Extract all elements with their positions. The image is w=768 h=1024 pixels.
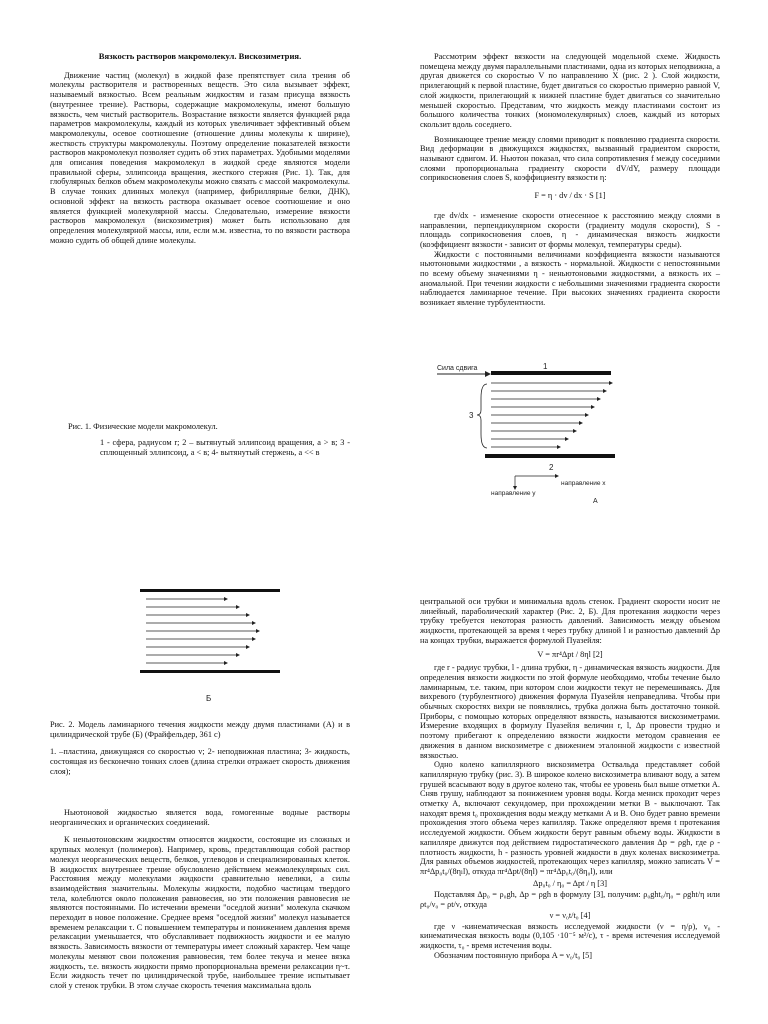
moving-plate [491,371,611,375]
paragraph-constant: Обозначим постоянную прибора A = ν₀/t₀ [5] [434,950,593,960]
tube-velocity-arrows [146,597,260,665]
formula-kinematic: ν = ν₀t/t₀ [4] [549,910,591,920]
paragraph-formula-terms: где dv/dx - изменение скорости отнесенное к расстоянию между слоями в направлении, перпендикулярном скорости (градиенту модуля скорости), S - площадь соприкосновения слоев, η - динамическая вязкость жидкости (коэффициент вязкости - зависит от формы молекул, температуры среды). [420,210,720,249]
fig2a-label-3: 3 [469,411,474,420]
paragraph-shear: Возникающее трение между слоями приводит к появлению градиента скорости. Вид деформации в движущихся жидкостях, вызванный градиентом скорости, называют сдвигом. И. Ньютон показал, что сила сопротивления f между соседними слоями пропорциональна градиенту скорости dV/dY, размеру площади соприкосновения слоев S, коэффициенту вязкости η: [420,134,720,183]
formula-poiseuille: V = πr⁴Δpt / 8ηl [2] [537,649,603,659]
fig2a-label-1: 1 [543,362,548,371]
fig2a-letter: А [593,498,598,505]
paragraph-ostwald: Одно колено капиллярного вискозиметра Оствальда представляет собой капиллярную трубку (рис. 3). В широкое колено вискозиметра вливают воду, а затем грушей всасывают воду в другое колено так, чтобы ее уровень был выше отметки А. Сняв грушу, наблюдают за понижением уровня воды. Когда мениск проходит через отметку А, включают секундомер, при прохождении метки В - выключают. Так находят время t₀ прохождения воды между метками А и В. Оно будет равно времени прохождения этого объема через капилляр. Также определяют время t протекания исследуемой жидкости. Объем жидкости берут равным объему воды. Жидкости в капилляре движутся под действием гидростатического давления Δp = ρgh, где ρ - плотность жидкости, h - разность уровней жидкости в двух коленах вискозиметра. Для равных объемов жидкостей, протекающих через капилляр, можно записать V = πr⁴Δp₀t₀/(8ηₗl), откуда πr⁴Δpt/(8ηl) = πr⁴Δp₀t₀/(8η₀l), или [420,760,720,876]
right-top-column [420,52,720,308]
fig2a-label-2: 2 [549,463,554,472]
document-title: Вязкость растворов макромолекул. Вискозиметрия. [98,51,302,61]
formula-ratio: Δp₀t₀ / η₀ = Δpt / η [3] [533,878,607,888]
paragraph-viscosity-intro: Движение частиц (молекул) в жидкой фазе препятствует сила трения об молекулы растворителя и растворенных веществ. Это сила вызывает эффект, называемый вязкостью. Всем реальным жидкостям и газам присуща вязкость (внутреннее трение). Растворы, содержащие макромолекулы, имеют большую вязкость, чем чистый растворитель. Возрастание вязкости является функцией ряда параметров макромолекулы, каждый из которых увеличивает эффективный объем макромолекулы, осевое соотношение (отношение длины молекулы к ширине), жесткость структуры макромолекулы. Поэтому определение показателей вязкости растворов макромолекул позволяет судить об этих параметрах. Удобными моделями для описания поведения макромолекул в жидкой среде являются модели правильной сферы, эллипсоида вращения, жесткого стержня (Рис. 1). Так, для глобулярных белков объем макромолекулы можно связать с массой макромолекулы. В случае тонких длинных молекул (например, фибриллярные белки, ДНК), основной эффект на вязкость раствора оказывает осевое соотношение и оно является функцией молекулярной массы. Следовательно, измерение вязкости растворов макромолекул (вискозиметрия) может быть использовано для определения молекулярной массы, или, если м.м. известна, то по вязкости раствора можно судить об общей длине молекулы. [50,70,350,245]
fig2b-letter: Б [206,694,212,703]
fixed-plate [485,454,615,458]
fig2a-diagram [425,358,625,508]
tube-top-wall [140,589,280,592]
paragraph-poiseuille: центральной оси трубки и минимальна вдоль стенок. Градиент скорости носит не линейный, параболический характер (Рис. 2, Б). Для протекания жидкости через трубку требуется некоторая разность давлений. Зависимость между объемом жидкости, протекающей за время t через трубку длиной l и разностью давлений Δp на концах трубки, выражается формулой Пуазейля: [420,597,720,645]
x-axis-arrowhead [555,474,559,478]
paragraph-model-scheme: Рассмотрим эффект вязкости на следующей модельной схеме. Жидкость помещена между двумя параллельными пластинами, одна из которых неподвижна, а другая движется со скоростью V по направлению X (рис. 2 ). Слой жидкости, прилегающий к первой пластине, будет двигаться со скоростью примерно равной V, слой жидкости, прилегающий к нижней пластине будет двигаться со значительно меньшей скоростью. Представим, что жидкость между пластинами состоит из большого количества тонких (мономолекулярных) слоев, каждый из которых скользит вдоль соседнего. [420,52,720,129]
fig2b-diagram [138,585,288,705]
layers-brace [477,384,487,448]
paragraph-newtonian: Жидкости с постоянными величинами коэффициента вязкости называются ньютоновыми жидкостями , а вязкость - нормальной. Жидкости с непостоянными по всему объему значениями η - неньютоновыми жидкостями, а вязкость их – аномальной. При течении жидкости с небольшими значениями градиента скорости наблюдается ламинарное течение. При высоких значениях градиента скорости возникает явление турбулентности. [420,249,720,308]
left-top-column [50,52,350,245]
fig2a-dir-x: направление x [561,480,606,487]
fig2a-dir-y: направление y [491,490,536,497]
paragraph-kinematic-terms: где ν -кинематическая вязкость исследуемой жидкости (ν = η/ρ), ν₀ - кинематическая вязкость воды (0,105 ·10⁻⁵ м²/с), τ - время истечения исследуемой жидкости, τ₀ - время истечения воды. [420,921,720,950]
shear-arrowhead [485,371,491,377]
left-bottom-column [50,808,350,991]
paragraph-newtonian-water: Ньютоновой жидкостью является вода, гомогенные водные растворы неорганических и органических соединений. [50,808,350,827]
fig2-legend: 1. –пластина, движущаяся со скоростью v; 2- неподвижная пластина; 3- жидкость, состоящая из бесконечно тонких слоев (длина стрелки отражает скорость движения слоя); [50,747,350,776]
velocity-arrows [491,381,613,449]
fig1-caption: Рис. 1. Физические модели макромолекул. [68,422,218,431]
right-bottom-column [420,597,720,960]
paragraph-viscometers: где r - радиус трубки, l - длина трубки, η - динамическая вязкость жидкости. Для определения вязкости жидкости по этой формуле необходимо, чтобы течение было ламинарным, т.е. таким, при котором слои жидкости текут не перемешиваясь. Для вихревого (турбулентного) движения формула Пуазейля неправедлива. Чтобы при обычных скоростях вихри не появлялись, трубка должна быть достаточно тонкой. Приборы, с помощью которых определяют вязкость, называются вискозиметрами. Измерение входящих в формулу Пуазейля величин r, l, Δp провести трудно и поэтому прибегают к определению вязкости жидкости методом сравнения ее движения в данном вискозиметре с движением эталонной жидкости с известной вязкостью. [420,663,720,760]
paragraph-substitution: Подставляя Δp₀ = ρ₀gh, Δp = ρgh в формулу [3], получим: ρ₀ght₀/η₀ = ρght/η или ρt₀/ν₀ = ρt/ν, откуда [420,890,720,910]
tube-bottom-wall [140,670,280,673]
formula-newton: F = η · dv / dx · S [1] [534,191,606,201]
fig1-legend: 1 - сфера, радиусом r; 2 – вытянутый эллипсоид вращения, a > в; 3 - сплющенный эллипсоид, a < в; 4- вытянутый стержень, a << в [100,438,350,457]
fig2a-shear-label: Сила сдвига [437,365,478,372]
paragraph-non-newtonian: К неньютоновским жидкостям относятся жидкости, состоящие из сложных и крупных молекул (полимеров). Например, кровь, представляющая собой раствор молекул неорганических веществ, белков, углеводов и специализированных клеток. В жидкостях внутреннее трение обусловлено действием межмолекулярных сил. Расстояния между молекулами жидкости сравнительно невелики, а силы взаимодействия значительны. Молекулы жидкости, подобно частицам твердого тела, колеблются около положения равновесия, но эти положения равновесия не являются постоянными. По истечении времени "оседлой жизни" молекула скачком переходит в новое положение. Среднее время "оседлой жизни" молекул называется временем релаксации τ. С повышением температуры и понижением давления время релаксации уменьшается, что обуславливает подвижность жидкости и ее малую вязкость. Зависимость вязкости от температуры имеет сложный характер. Чем чаще молекулы меняют свои положения равновесия, тем более текуча и менее вязка жидкость, т.е. вязкость жидкости прямо пропорциональна времени релаксации η~τ. Если жидкость течет по цилиндрической трубе, наибольшее трение испытывает слой у стенок трубки. В этом случае скорость течения максимальна вдоль [50,835,350,990]
fig2-caption: Рис. 2. Модель ламинарного течения жидкости между двумя пластинами (А) и в цилиндрической трубе (Б) (Фрайфельдер, 361 с) [50,720,350,739]
